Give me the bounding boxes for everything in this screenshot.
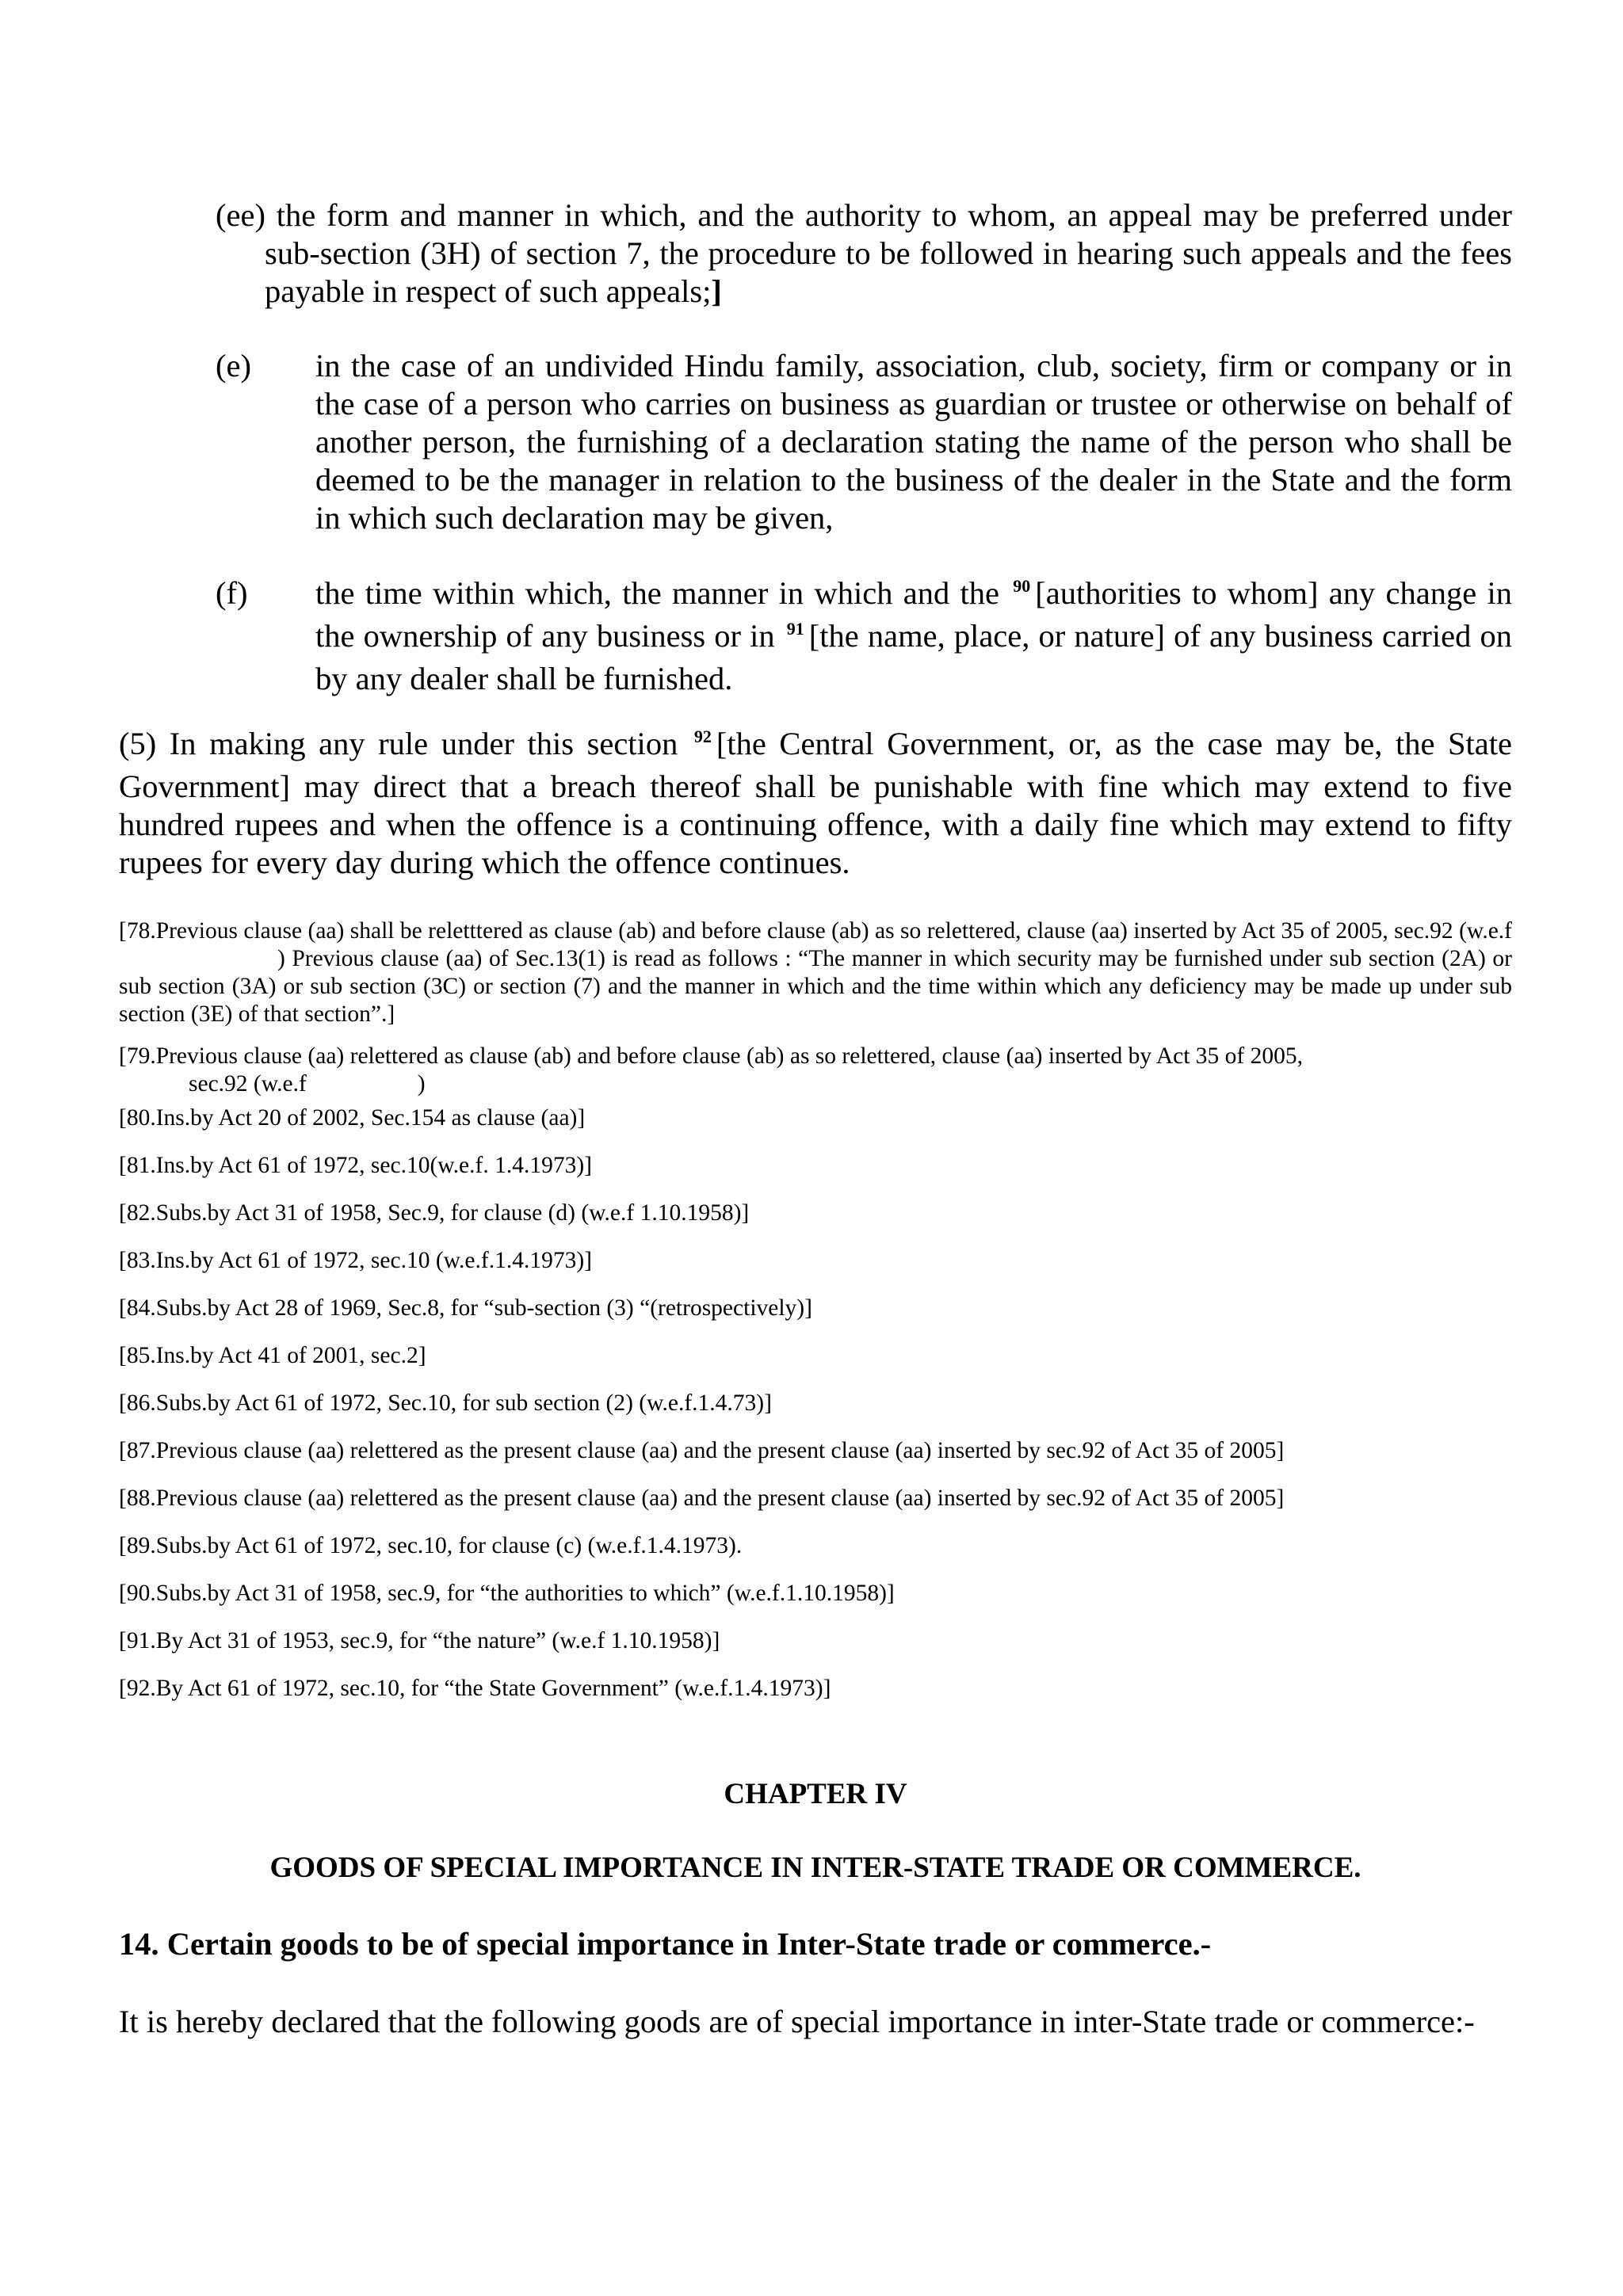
footnote-88: [88.Previous clause (aa) relettered as the present clause (aa) and the present clause (aa) inserted by sec.92 of Act 35 of 2005]	[119, 1486, 1285, 1511]
clause-f	[216, 574, 1513, 696]
footnote-ref-91: 91	[786, 619, 804, 639]
clause-e-label: (e)	[216, 348, 251, 383]
section-14-heading: 14. Certain goods to be of special importance in Inter-State trade or commerce.-	[119, 1926, 1212, 1962]
clause-f-text-part-2: [authorities to whom] any change in the ownership of any business or in	[315, 575, 1513, 654]
chapter-subtitle: GOODS OF SPECIAL IMPORTANCE IN INTER-STATE TRADE OR COMMERCE.	[269, 1852, 1361, 1884]
footnote-86: [86.Subs.by Act 61 of 1972, Sec.10, for sub section (2) (w.e.f.1.4.73)]	[119, 1390, 772, 1416]
paragraph-5	[119, 725, 1512, 882]
footnote-79-line-2	[119, 1070, 1512, 1098]
footnote-85: [85.Ins.by Act 41 of 2001, sec.2]	[119, 1343, 426, 1368]
clause-e-text: in the case of an undivided Hindu family, association, club, society, firm or company or in the case of a person who carries on business as guardian or trustee or otherwise on behalf of another person, the furnishing of a declaration stating the name of the person who shall be deemed to be the manager in relation to the business of the dealer in the State and the form in which such declaration may be given,	[315, 348, 1512, 536]
footnote-79-part-3: )	[417, 1071, 426, 1097]
footnote-82: [82.Subs.by Act 31 of 1958, Sec.9, for clause (d) (w.e.f 1.10.1958)]	[119, 1200, 750, 1226]
footnote-89: [89.Subs.by Act 61 of 1972, sec.10, for clause (c) (w.e.f.1.4.1973).	[119, 1533, 743, 1558]
footnote-79	[119, 1043, 1512, 1098]
clause-ee	[216, 196, 1512, 311]
footnote-ref-92: 92	[693, 727, 712, 746]
clause-ee-text: (ee) the form and manner in which, and the authority to whom, an appeal may be preferred under sub-section (3H) of section 7, the procedure to be followed in hearing such appeals and the fees payable in respect of such appeals;	[216, 197, 1512, 309]
footnote-78-part-1: [78.Previous clause (aa) shall be reletttered as clause (ab) and before clause (ab) as so relettered, clause (aa) inserted by Act 35 of 2005, sec.92 (w.e.f	[119, 918, 1512, 944]
footnote-79-line-1: [79.Previous clause (aa) relettered as clause (ab) and before clause (ab) as so relettered, clause (aa) inserted by Act 35 of 2005,	[119, 1043, 1303, 1069]
footnote-90: [90.Subs.by Act 31 of 1958, sec.9, for “the authorities to which” (w.e.f.1.10.1958)]	[119, 1581, 895, 1606]
clause-f-text-part-1: the time within which, the manner in which and the	[315, 575, 999, 611]
clause-f-text	[315, 574, 1512, 698]
footnote-ref-90: 90	[1013, 576, 1031, 596]
footnote-92: [92.By Act 61 of 1972, sec.10, for “the State Government” (w.e.f.1.4.1973)]	[119, 1676, 831, 1701]
footnote-81: [81.Ins.by Act 61 of 1972, sec.10(w.e.f. 1.4.1973)]	[119, 1153, 592, 1178]
paragraph-5-part-1: (5) In making any rule under this section	[119, 726, 678, 761]
footnote-79-part-2: sec.92 (w.e.f	[189, 1071, 307, 1097]
paragraph-5-part-2: [the Central Government, or, as the case may be, the State Government] may direct that a breach thereof shall be punishable with fine which may extend to five hundred rupees and when the offence is a continuing offence, with a daily fine which may extend to fifty rupees for every day during which the offence continues.	[119, 726, 1513, 880]
footnote-80: [80.Ins.by Act 20 of 2002, Sec.154 as clause (aa)]	[119, 1105, 586, 1131]
footnote-91: [91.By Act 31 of 1953, sec.9, for “the nature” (w.e.f 1.10.1958)]	[119, 1628, 720, 1653]
clause-e	[216, 347, 1512, 537]
clause-f-text-part-3: [the name, place, or nature] of any business carried on by any dealer shall be furnished.	[315, 618, 1513, 696]
footnote-83: [83.Ins.by Act 61 of 1972, sec.10 (w.e.f.1.4.1973)]	[119, 1248, 592, 1273]
section-14-text: It is hereby declared that the following goods are of special importance in inter-State trade or commerce:-	[119, 2004, 1475, 2039]
clause-f-label: (f)	[216, 575, 248, 611]
chapter-title: CHAPTER IV	[724, 1778, 907, 1810]
footnote-87: [87.Previous clause (aa) relettered as the present clause (aa) and the present clause (aa) inserted by sec.92 of Act 35 of 2005]	[119, 1438, 1285, 1463]
footnote-78-part-2: ) Previous clause (aa) of Sec.13(1) is read as follows : “The manner in which security may be furnished under sub section (2A) or sub section (3A) or sub section (3C) or section (7) and the manner in which and the time within which any deficiency may be made up under sub section (3E) of that section”.]	[119, 946, 1512, 1027]
footnote-84: [84.Subs.by Act 28 of 1969, Sec.8, for “sub-section (3) “(retrospectively)]	[119, 1295, 812, 1321]
footnote-78	[119, 917, 1512, 1028]
clause-ee-closing-bracket: ]	[711, 273, 722, 309]
